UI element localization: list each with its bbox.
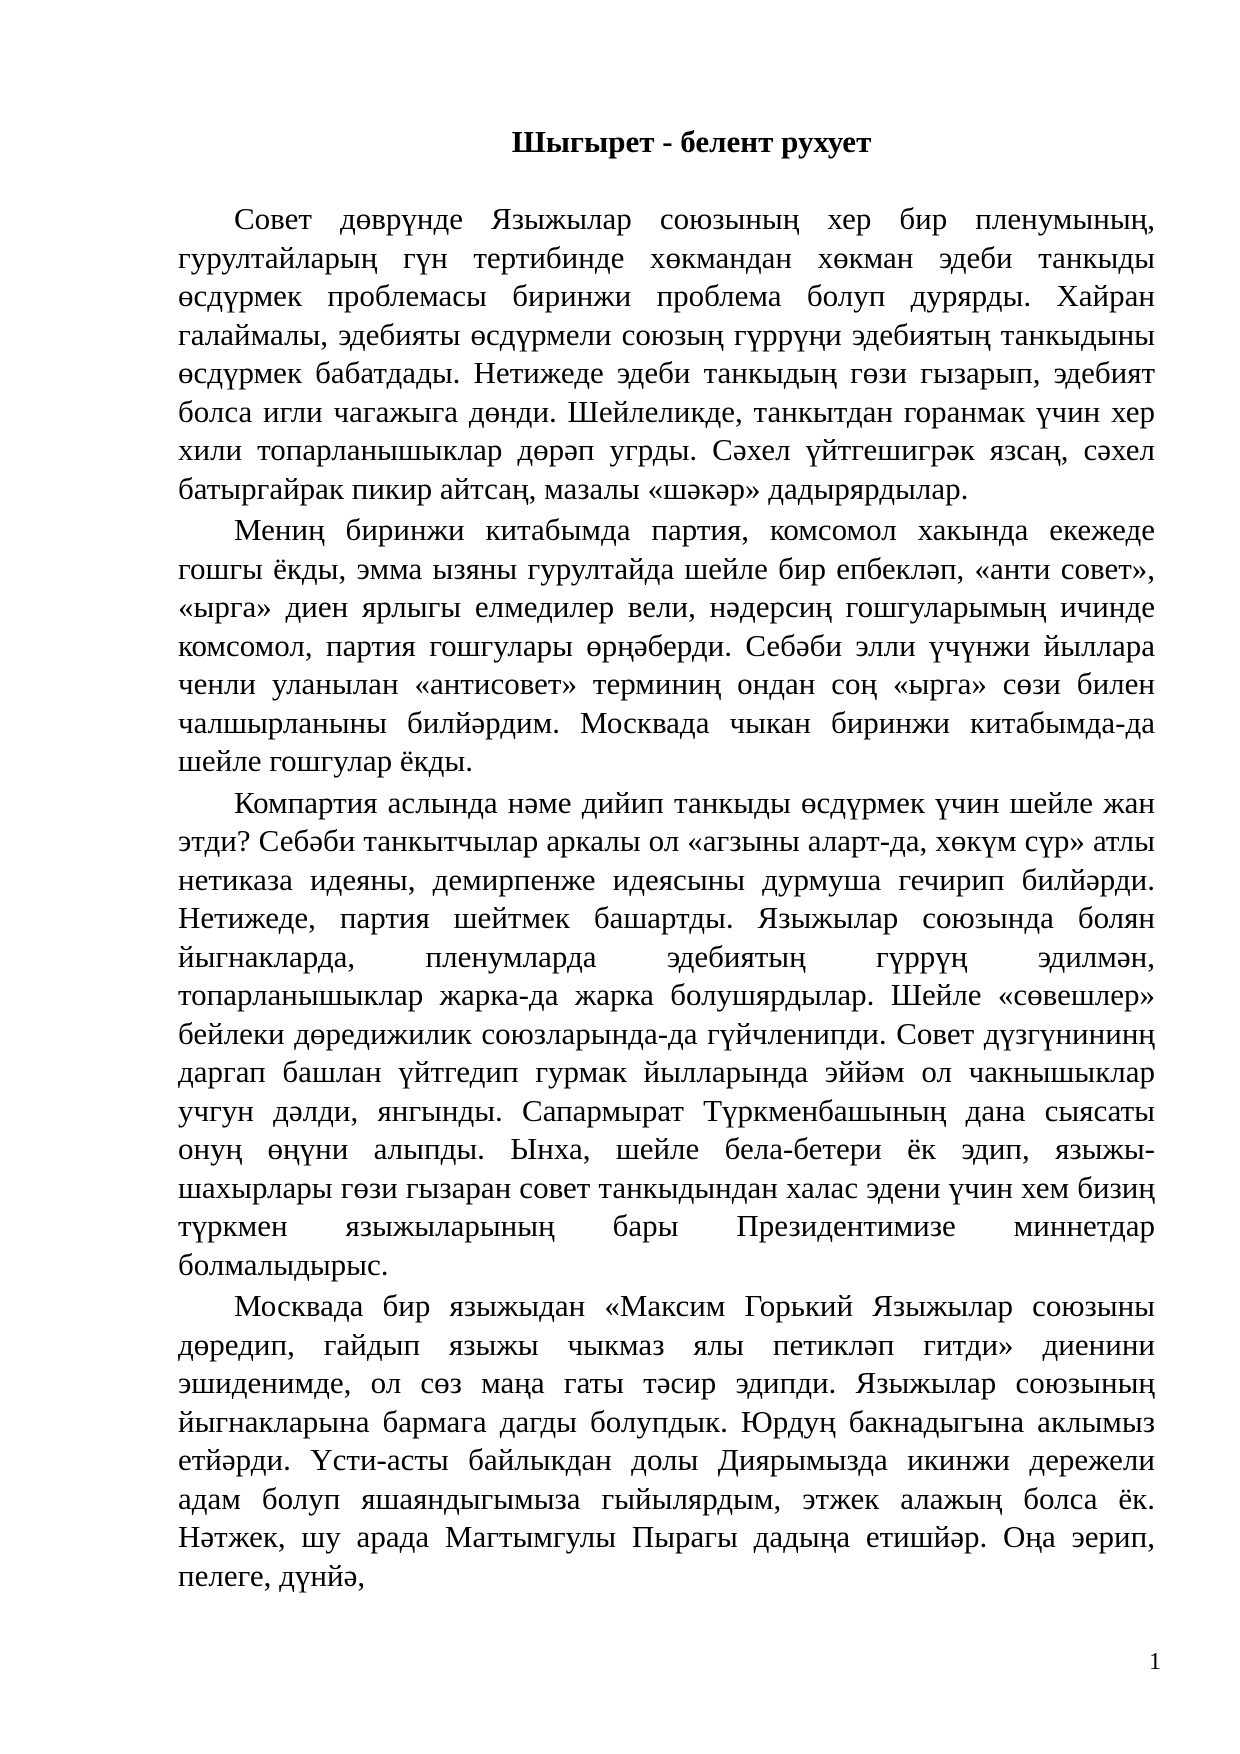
page-number: 1 xyxy=(1149,1649,1161,1675)
paragraph-1: Совет дөврүнде Языжылар союзының хер бир пленумының, гурултайларың гүн тертибинде хөкмандан хөкман эдеби танкыды өсдүрмек проблемасы биринжи проблема болуп дурярды. Хайран галаймалы, эдебияты өсдүрмели союзың гүррүңи эдебиятың танкыдыны өсдүрмек бабатдады. Нетижеде эдеби танкыдың гөзи гызарып, эдебият болса игли чагажыга дөнди. Шейлеликде, танкытдан горанмак үчин хер хили топарланышыклар дөрәп угрды. Сәхел үйтгешигрәк язсаң, сәхел батыргайрак пикир айтсаң, мазалы «шәкәр» дадырярдылар. xyxy=(178,201,1155,506)
document-title: Шыгырет - белент рухует xyxy=(511,124,872,159)
paragraph-2: Мениң биринжи китабымда партия, комсомол хакында екежеде гошгы ёкды, эмма ызяны гурултайда шейле бир епбекләп, «анти совет», «ырга» диен ярлыгы елмедилер вели, нәдерсиң гошгуларымың ичинде комсомол, партия гошгулары өрңәберди. Себәби элли үчүнжи йыллара ченли уланылан «антисовет» терминиң ондан соң «ырга» сөзи билен чалшырланыны билйәрдим. Москвада чыкан биринжи китабымда-да шейле гошгулар ёкды. xyxy=(178,512,1155,778)
paragraph-4: Москвада бир языжыдан «Максим Горький Языжылар союзыны дөредип, гайдып языжы чыкмаз ялы петикләп гитди» диенини эшиденимде, ол сөз маңа гаты тәсир эдипди. Языжылар союзының йыгнакларына бармага дагды болупдык. Юрдуң бакнадыгына аклымыз етйәрди. Үсти-асты байлыкдан долы Диярымызда икинжи дережели адам болуп яшаяндыгымыза гыйылярдым, этжек алажың болса ёк. Нәтжек, шу арада Магтымгулы Пырагы дадыңа етишйәр. Оңа эерип, пелеге, дүнйә, xyxy=(178,1288,1155,1593)
paragraph-3: Компартия аслында нәме дийип танкыды өсдүрмек үчин шейле жан этди? Себәби танкытчылар аркалы ол «агзыны аларт-да, хөкүм сүр» атлы нетиказа идеяны, демирпенже идеясыны дурмуша гечирип билйәрди. Нетижеде, партия шейтмек башартды. Языжылар союзында болян йыгнакларда, пленумларда эдебиятың гүррүң эдилмән, топарланышыклар жарка-да жарка болушярдылар. Шейле «сөвешлер» бейлеки дөредижилик союзларында-да гүйчленипди. Совет дүзгүнининң даргап башлан үйтгедип гурмак йылларында эййәм ол чакнышыклар учгун дәлди, янгынды. Сапармырат Түркменбашының дана сыясаты онуң өңүни алыпды. Ынха, шейле бела-бетери ёк эдип, языжы-шахырлары гөзи гызаран совет танкыдындан халас эдени үчин хем бизиң түркмен языжыларының бары Президентимизе миннетдар болмалыдырыс. xyxy=(178,784,1155,1282)
document-page xyxy=(178,118,1155,1598)
